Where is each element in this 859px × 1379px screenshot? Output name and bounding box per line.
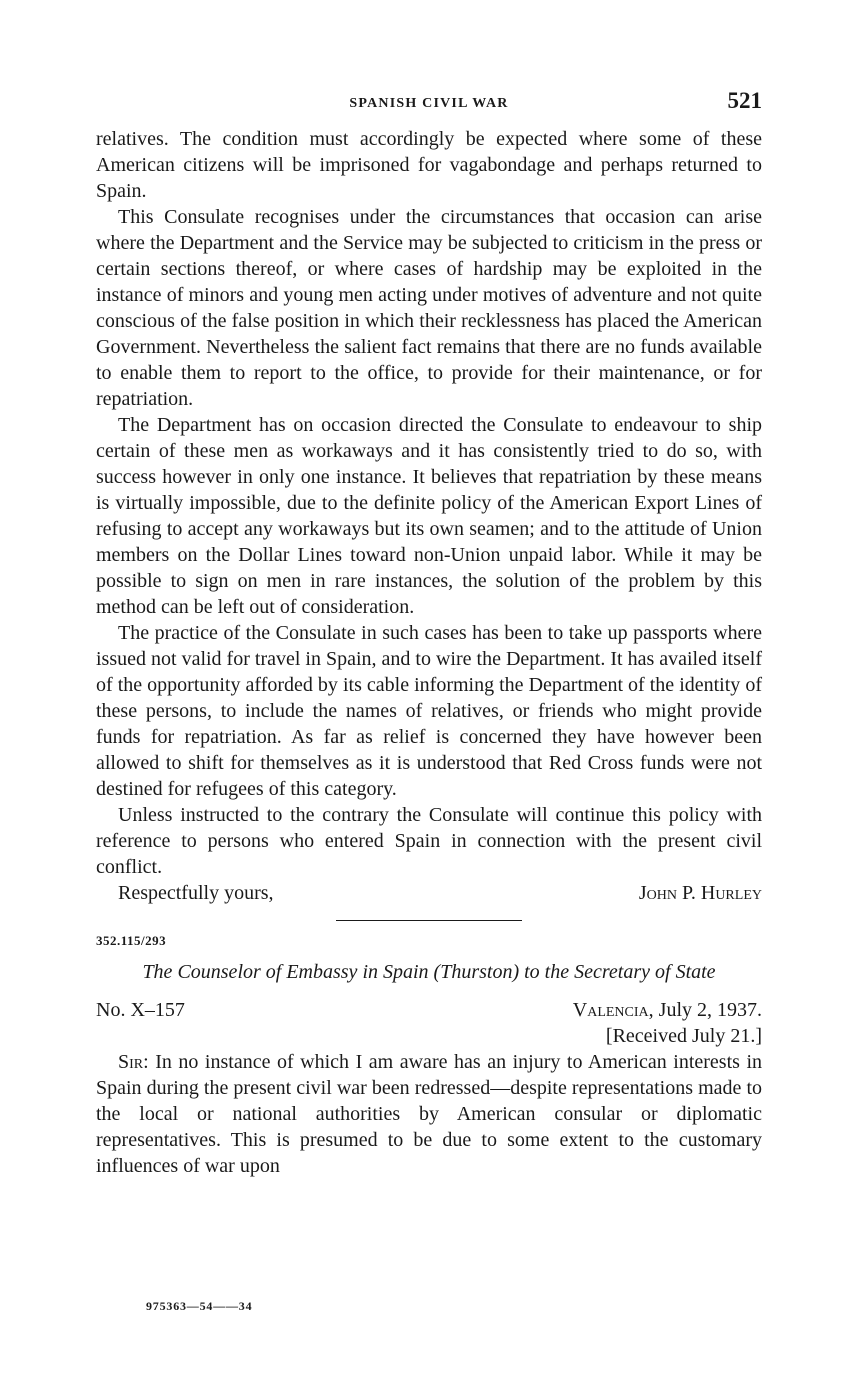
running-head: SPANISH CIVIL WAR (349, 96, 509, 111)
letter-first-paragraph: In no instance of which I am aware has an injury to American interests in Spain during the present civil war been redressed—despite representations made to the local or national authorities by American consular or diplomatic representatives. This is presumed to be due to some extent to the customary influences of war upon (96, 1051, 762, 1177)
section-divider (336, 920, 522, 921)
file-number: 352.115/293 (96, 933, 167, 948)
salutation-colon: : (143, 1051, 156, 1073)
title-part-2: ) to the Secretary of State (512, 961, 716, 983)
salutation: Sir (118, 1051, 144, 1073)
document-number: No. X–157 (96, 999, 185, 1021)
dateline (573, 997, 762, 1023)
complimentary-close: Respectfully yours, (118, 882, 274, 904)
closing-row (96, 880, 762, 906)
paragraph-workaways: The Department has on occasion directed the Consulate to endeavour to ship certain of these men as workaways and it has consistently tried to do so, with success however in only one instance. It believes that repatriation by these means is virtually impossible, due to the definite policy of the American Export Lines of refusing to accept any workaways but its own seamen; and to the attitude of Union members on the Dollar Lines toward non-Union unpaid labor. While it may be possible to sign on men in rare instances, the solution of the problem by this method can be left out of consideration. (96, 414, 762, 618)
signature: John P. Hurley (638, 882, 762, 904)
dateline-place: Valencia (572, 999, 649, 1021)
page-header (96, 86, 762, 126)
received-date: [Received July 21.] (605, 1025, 762, 1047)
title-name: Thurston (440, 961, 513, 983)
dateline-date: , July 2, 1937. (648, 999, 762, 1021)
page-number: 521 (727, 88, 762, 113)
document-page (96, 86, 762, 1179)
letter-body (96, 1049, 762, 1179)
dateline-row (96, 997, 762, 1023)
document-title (96, 959, 762, 985)
paragraph-consulate-recognises: This Consulate recognises under the circumstances that occasion can arise where the Department and the Service may be subjected to criticism in the press or certain sections thereof, or where cases of hardship may be exploited in the instance of minors and young men acting under motives of adventure and not quite conscious of the false position in which their recklessness has placed the American Government. Nevertheless the salient fact remains that there are no funds available to enable them to report to the office, to provide for their maintenance, or for repatriation. (96, 206, 762, 410)
title-part-1: The Counselor of Embassy in Spain ( (142, 961, 441, 983)
paragraph-unless-instructed: Unless instructed to the contrary the Consulate will continue this policy with reference to persons who entered Spain in connection with the present civil conflict. (96, 804, 762, 878)
paragraph-continued: relatives. The condition must accordingly be expected where some of these American citizens will be imprisoned for vagabondage and perhaps returned to Spain. (96, 128, 762, 202)
print-code: 975363—54——34 (146, 1299, 253, 1313)
paragraph-practice: The practice of the Consulate in such cases has been to take up passports where issued not valid for travel in Spain, and to wire the Department. It has availed itself of the opportunity afforded by its cable informing the Department of the identity of these persons, to include the names of relatives, or friends who might provide funds for repatriation. As far as relief is concerned they have however been allowed to shift for themselves as it is understood that Red Cross funds were not destined for refugees of this category. (96, 622, 762, 800)
